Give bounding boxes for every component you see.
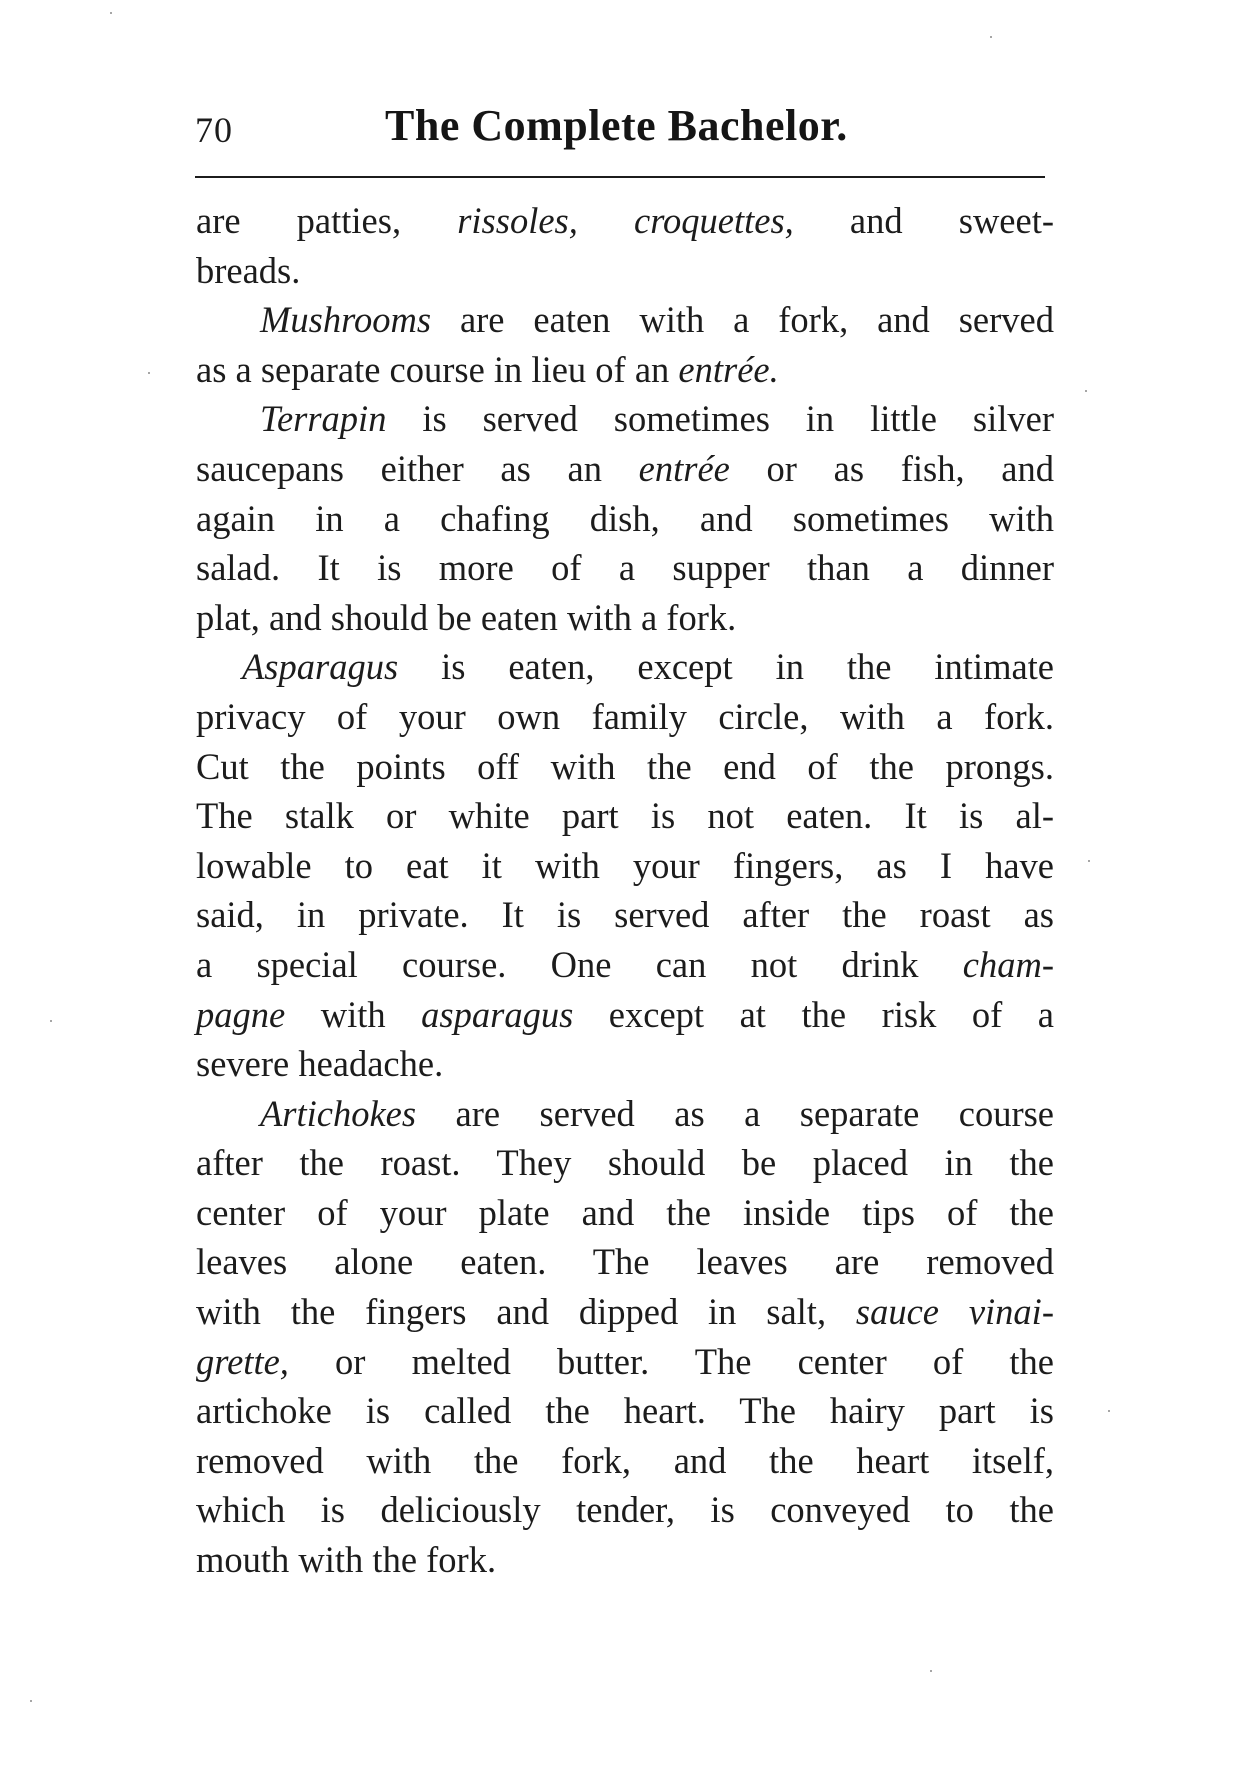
- text-line: removed with the fork, and the heart itself,: [196, 1439, 1054, 1481]
- running-title: The Complete Bachelor.: [385, 101, 848, 150]
- scan-speck: [148, 372, 150, 374]
- text-line: again in a chafing dish, and sometimes with: [196, 497, 1054, 539]
- text-line: severe headache.: [196, 1043, 444, 1085]
- text-line: plat, and should be eaten with a fork.: [196, 596, 737, 638]
- header-rule: [195, 176, 1045, 178]
- scan-speck: [930, 1670, 932, 1672]
- text-line: which is deliciously tender, is conveyed to the: [196, 1489, 1054, 1531]
- text-line: saucepans either as an entrée or as fish, and: [196, 447, 1054, 489]
- text-line: lowable to eat it with your fingers, as I have: [196, 844, 1054, 886]
- text-line: said, in private. It is served after the roast as: [196, 894, 1054, 936]
- text-line: as a separate course in lieu of an entrée.: [196, 348, 779, 390]
- scan-speck: [1085, 390, 1087, 392]
- scan-speck: [30, 1700, 32, 1702]
- text-line: The stalk or white part is not eaten. It is al-: [196, 795, 1054, 837]
- text-line: grette, or melted butter. The center of the: [196, 1340, 1054, 1382]
- paragraph-terrapin: Terrapin is served sometimes in little silver: [260, 398, 1054, 440]
- text-line: with the fingers and dipped in salt, sauce vinai-: [196, 1291, 1054, 1333]
- text-line: a special course. One can not drink cham-: [196, 943, 1054, 985]
- text-line: artichoke is called the heart. The hairy part is: [196, 1390, 1054, 1432]
- paragraph-asparagus: Asparagus is eaten, except in the intimate: [242, 646, 1054, 688]
- text-line: breads.: [196, 249, 301, 291]
- text-line: salad. It is more of a supper than a dinner: [196, 547, 1054, 589]
- paragraph-mushrooms: Mushrooms are eaten with a fork, and served: [260, 299, 1054, 341]
- text-line: Cut the points off with the end of the prongs.: [196, 745, 1054, 787]
- page-number: 70: [195, 110, 233, 150]
- text-line: after the roast. They should be placed in the: [196, 1142, 1054, 1184]
- scan-speck: [50, 1020, 52, 1022]
- text-line: leaves alone eaten. The leaves are removed: [196, 1241, 1054, 1283]
- scan-speck: [110, 12, 112, 14]
- text-line: mouth with the fork.: [196, 1539, 497, 1581]
- text-line: pagne with asparagus except at the risk of a: [196, 993, 1054, 1035]
- body-text: [196, 196, 1054, 1585]
- text-line: privacy of your own family circle, with a fork.: [196, 695, 1054, 737]
- paragraph-artichokes: Artichokes are served as a separate course: [260, 1092, 1054, 1134]
- scan-speck: [1108, 1410, 1110, 1412]
- scan-speck: [1088, 860, 1090, 862]
- scan-speck: [990, 36, 992, 38]
- text-line: center of your plate and the inside tips of the: [196, 1191, 1054, 1233]
- page-header: [195, 100, 1045, 160]
- text-line: are patties, rissoles, croquettes, and sweet-: [196, 200, 1054, 241]
